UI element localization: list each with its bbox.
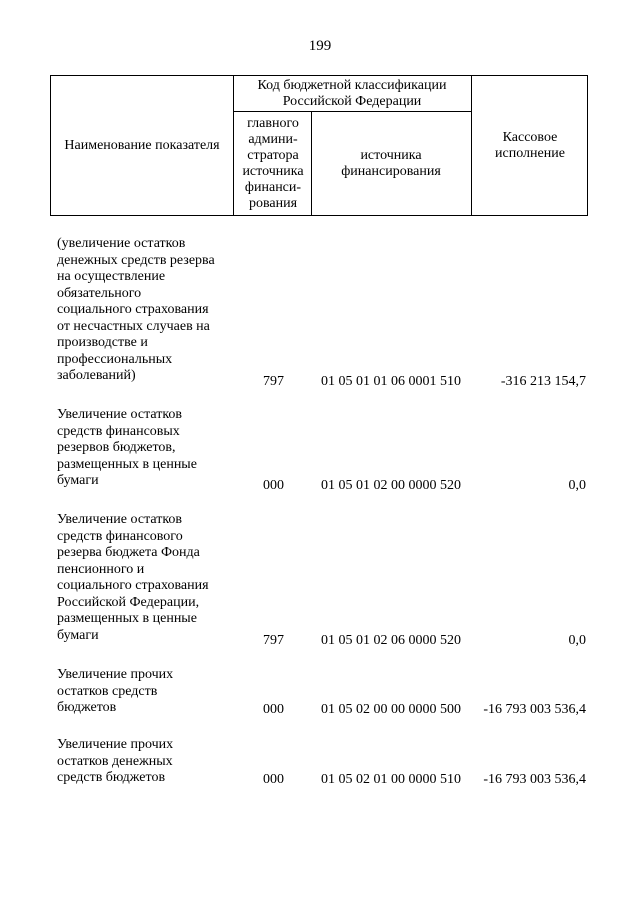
- row-name: (увеличение остатков денежных средств резерва на осуществление обязательного социального страхования от несчастных случаев на производстве и профессиональных заболеваний): [57, 236, 215, 383]
- header-source-col: источника финансирования: [341, 147, 441, 179]
- page-number: 199: [308, 38, 332, 54]
- row-amount: -16 793 003 536,4: [483, 702, 586, 717]
- row-name: Увеличение прочих остатков денежных средств бюджетов: [57, 737, 174, 785]
- header-right-border: [587, 75, 588, 216]
- row-name: Увеличение прочих остатков средств бюджетов: [57, 667, 174, 715]
- header-divider-exec: [471, 75, 472, 216]
- row-source-code: 01 05 01 01 06 0001 510: [321, 374, 461, 389]
- row-source-code: 01 05 02 00 00 0000 500: [321, 702, 461, 717]
- row-admin-code: 000: [263, 772, 284, 787]
- row-amount: -16 793 003 536,4: [483, 772, 586, 787]
- header-bottom-border: [50, 215, 588, 216]
- header-divider-name: [233, 75, 234, 216]
- row-amount: -316 213 154,7: [500, 374, 586, 389]
- row-name: Увеличение остатков средств финансовых резервов бюджетов, размещенных в ценные бумаги: [57, 407, 197, 488]
- row-admin-code: 797: [263, 374, 284, 389]
- row-source-code: 01 05 01 02 06 0000 520: [321, 633, 461, 648]
- row-admin-code: 797: [263, 633, 284, 648]
- header-name-col: Наименование показателя: [64, 137, 220, 153]
- row-amount: 0,0: [568, 478, 586, 493]
- row-source-code: 01 05 02 01 00 0000 510: [321, 772, 461, 787]
- header-exec-col: Кассовое исполнение: [495, 129, 565, 161]
- row-admin-code: 000: [263, 702, 284, 717]
- row-name: Увеличение остатков средств финансового резерва бюджета Фонда пенсионного и социального страхования Российской Федерации, размещенных в ценные бумаги: [57, 512, 209, 643]
- row-admin-code: 000: [263, 478, 284, 493]
- row-amount: 0,0: [568, 633, 586, 648]
- row-source-code: 01 05 01 02 00 0000 520: [321, 478, 461, 493]
- header-divider-sub: [311, 112, 312, 216]
- header-admin-col: главного админи-стратора источника финанси-рования: [242, 115, 304, 211]
- header-code-group: Код бюджетной классификации Российской Федерации: [257, 77, 447, 109]
- table-header: [50, 75, 588, 216]
